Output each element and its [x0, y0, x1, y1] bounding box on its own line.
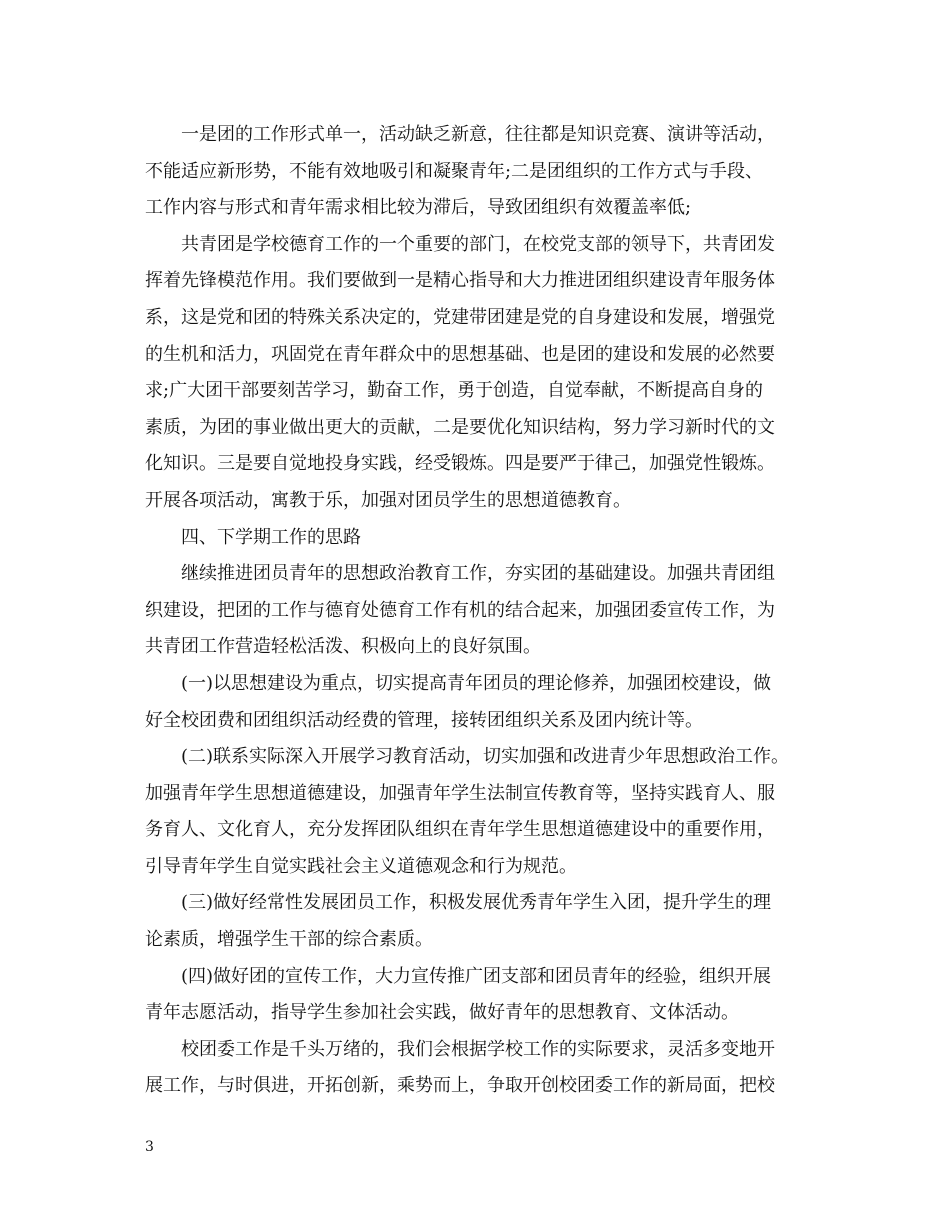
text-line: 好全校团费和团组织活动经费的管理，接转团组织关系及团内统计等。: [145, 709, 703, 731]
text-line: 继续推进团员青年的思想政治教育工作，夯实团的基础建设。加强共青团组: [181, 563, 775, 585]
text-line: 织建设，把团的工作与德育处德育工作有机的结合起来，加强团委宣传工作，为: [145, 599, 775, 621]
text-line: (二)联系实际深入开展学习教育活动，切实加强和改进青少年思想政治工作。: [181, 746, 790, 768]
page-number: 3: [145, 1139, 154, 1155]
text-line: 挥着先锋模范作用。我们要做到一是精心指导和大力推进团组织建设青年服务体: [145, 270, 775, 292]
text-line: (四)做好团的宣传工作，大力宣传推广团支部和团员青年的经验，组织开展: [181, 965, 772, 987]
text-line: 开展各项活动，寓教于乐，加强对团员学生的思想道德教育。: [145, 489, 631, 511]
text-line: 一是团的工作形式单一，活动缺乏新意，往往都是知识竞赛、演讲等活动，: [181, 124, 775, 145]
text-line: 求;广大团干部要刻苦学习，勤奋工作，勇于创造，自觉奉献，不断提高自身的: [145, 380, 764, 402]
text-line: 共青团是学校德育工作的一个重要的部门，在校党支部的领导下，共青团发: [181, 233, 775, 255]
text-line: 论素质，增强学生干部的综合素质。: [145, 929, 433, 951]
text-line: 工作内容与形式和青年需求相比较为滞后，导致团组织有效覆盖率低;: [145, 197, 692, 219]
text-line: 校团委工作是千头万绪的，我们会根据学校工作的实际要求，灵活多变地开: [181, 1038, 775, 1060]
text-line: 共青团工作营造轻松活泼、积极向上的良好氛围。: [145, 636, 541, 658]
text-line: 化知识。三是要自觉地投身实践，经受锻炼。四是要严于律己，加强党性锻炼。: [145, 453, 775, 475]
document-body: [145, 117, 810, 1105]
text-line: 展工作，与时俱进，开拓创新，乘势而上，争取开创校团委工作的新局面，把校: [145, 1075, 775, 1097]
text-line: 加强青年学生思想道德建设，加强青年学生法制宣传教育等，坚持实践育人、服: [145, 782, 775, 804]
text-line: 引导青年学生自觉实践社会主义道德观念和行为规范。: [145, 855, 577, 877]
text-line: 四、下学期工作的思路: [181, 526, 361, 548]
text-line: (三)做好经常性发展团员工作，积极发展优秀青年学生入团，提升学生的理: [181, 892, 772, 914]
text-line: 素质，为团的事业做出更大的贡献，二是要优化知识结构，努力学习新时代的文: [145, 416, 775, 438]
text-line: (一)以思想建设为重点，切实提高青年团员的理论修养，加强团校建设，做: [181, 672, 772, 694]
text-line: 的生机和活力，巩固党在青年群众中的思想基础、也是团的建设和发展的必然要: [145, 343, 775, 365]
text-line: 青年志愿活动，指导学生参加社会实践，做好青年的思想教育、文体活动。: [145, 1002, 739, 1024]
text-line: 务育人、文化育人，充分发挥团队组织在青年学生思想道德建设中的重要作用，: [145, 819, 775, 841]
text-line: 不能适应新形势，不能有效地吸引和凝聚青年;二是团组织的工作方式与手段、: [145, 160, 764, 182]
text-line: 系，这是党和团的特殊关系决定的，党建带团建是党的自身建设和发展，增强党: [145, 306, 775, 328]
